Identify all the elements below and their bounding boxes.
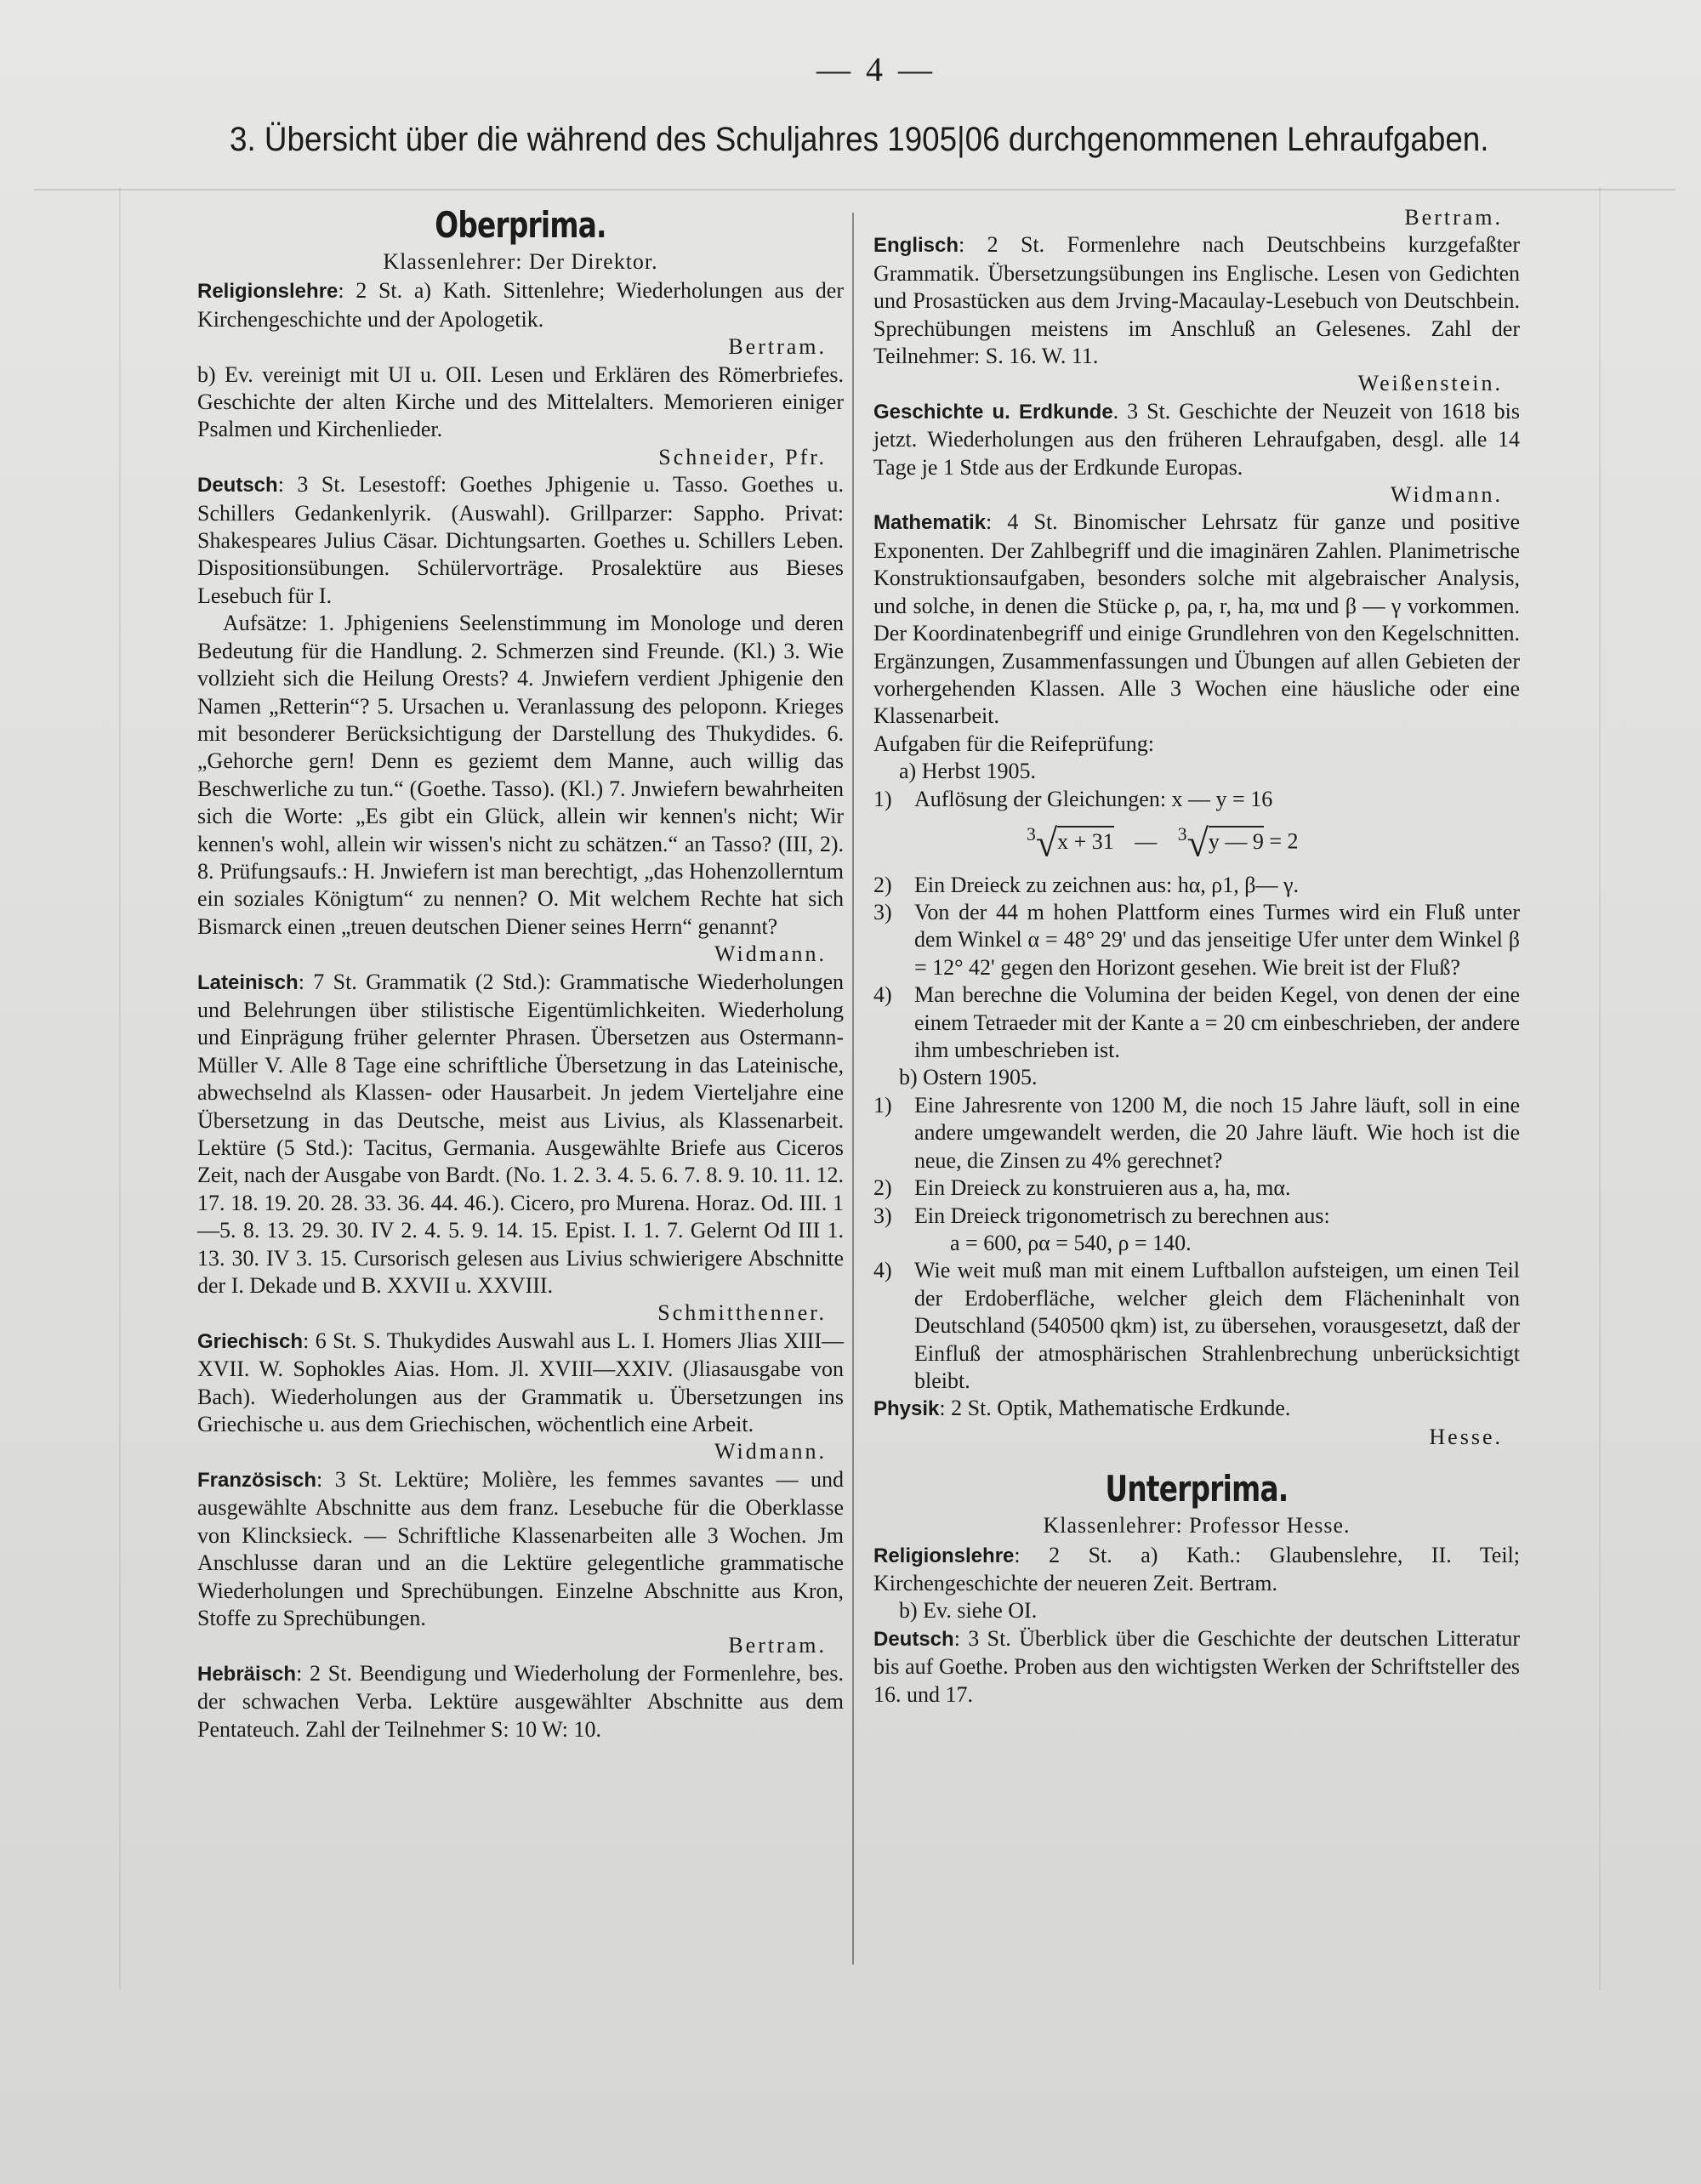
class-teacher: Klassenlehrer: Der Direktor. — [383, 249, 658, 274]
teacher-name: Weißenstein. — [1357, 371, 1503, 396]
exam-ostern: b) Ostern 1905. — [899, 1065, 1038, 1090]
exam-item-number: 2) — [873, 1175, 892, 1201]
teacher-name: Widmann. — [714, 1439, 827, 1465]
subject-label: Geschichte u. Erdkunde — [873, 400, 1113, 424]
page-number: — 4 — — [816, 50, 936, 88]
subject-religion — [873, 1542, 1520, 1598]
exam-item-text: Man berechne die Volumina der beiden Kegel, von denen der eine einem Tetraeder mit der Kante a = 20 cm einbeschrieben, der andere ihm umbeschrieben ist. — [914, 982, 1520, 1063]
column-divider — [852, 213, 854, 1965]
teacher-name: Schmitthenner. — [657, 1300, 827, 1326]
exam-item — [873, 1174, 1520, 1202]
subject-label: Englisch — [873, 234, 959, 258]
subject-label: Mathematik — [873, 511, 987, 535]
subject-label: Deutsch — [197, 474, 278, 498]
root-index: 3 — [1027, 823, 1036, 845]
exam-item — [873, 899, 1520, 981]
exam-item-number: 3) — [873, 900, 892, 925]
subject-label: Religionslehre — [197, 280, 338, 304]
subject-religion-ev: b) Ev. siehe OI. — [899, 1598, 1038, 1624]
root-index: 3 — [1177, 823, 1187, 845]
exam-item-number: 2) — [873, 872, 892, 897]
subject-text: : 2 St. Formenlehre nach Deutschbeins kurzgefaßter Grammatik. Übersetzungsübungen ins Englische. Lesen von Gedichten und Prosastücken aus dem Jrving-Macaulay-Lesebuch von Deutschbein. Sprechübungen meistens im Anschluß an Gelesenes. Zahl der Teilnehmer: S. 16. W. 11. — [873, 232, 1520, 369]
subject-text: : 4 St. Binomischer Lehrsatz für ganze und positive Exponenten. Der Zahlbegriff und die imaginären Zahlen. Planimetrische Konstruktionsaufgaben, besonders solche mit algebraischer Analysis, und solche, in denen die Stücke ρ, ρa, r, ha, mα und β — γ vorkommen. Der Koordinatenbegriff und einige Grundlehren von den Kegelschnitten. Ergänzungen, Zusammenfassungen und Übungen auf allen Gebieten der vorhergehenden Klassen. Alle 3 Wochen eine häusliche oder eine Klassenarbeit. — [873, 509, 1520, 729]
exam-item-text: Ein Dreieck zu zeichnen aus: hα, ρ1, β— γ. — [914, 872, 1300, 897]
subject-text: : 2 St. a) Kath.: Glaubenslehre, II. Teil; Kirchengeschichte der neueren Zeit. Bertram. — [873, 1542, 1520, 1595]
radicand: x + 31 — [1057, 826, 1114, 854]
subject-text: . 3 St. Geschichte der Neuzeit von 1618 bis jetzt. Wiederholungen aus den früheren Lehraufgaben, desgl. alle 14 Tage je 1 Stde aus der Erdkunde Europas. — [873, 398, 1520, 480]
subject-griechisch — [197, 1328, 844, 1466]
hebraeisch-teacher-line — [873, 204, 1520, 231]
reife-heading: Aufgaben für die Reifeprüfung: — [873, 731, 1154, 756]
equation-result: = 2 — [1269, 828, 1299, 854]
exam-item — [873, 1092, 1520, 1174]
subject-franzoesisch — [197, 1466, 844, 1660]
exam-item-number: 1) — [873, 1092, 892, 1118]
subject-label: Deutsch — [873, 1627, 954, 1651]
subject-text: : 7 St. Grammatik (2 Std.): Grammatische Wiederholungen und Belehrungen über stilistische Eigentümlichkeiten. Wiederholung und Einprägung früher gelernter Phrasen. Übersetzen aus Ostermann-Müller V. Alle 8 Tage eine schriftliche Übersetzung in das Lateinische, abwechselnd als Klassen- oder Hausarbeit. Jn jedem Vierteljahre eine Übersetzung in das Deutsche, meist aus Livius, als Klassenarbeit. Lektüre (5 Std.): Tacitus, Germania. Ausgewählte Briefe aus Ciceros Zeit, nach der Ausgabe von Bardt. (No. 1. 2. 3. 4. 5. 6. 7. 8. 9. 10. 11. 12. 17. 18. 19. 20. 28. 33. 36. 44. 46.). Cicero, pro Murena. Horaz. Od. III. 1—5. 8. 13. 29. 30. IV 2. 4. 5. 9. 14. 15. Epist. I. 1. 7. Gelernt Od III 1. 13. 30. IV 3. 15. Cursorisch gelesen aus Livius schwierigere Abschnitte der I. Dekade und B. XXVII u. XXVIII. — [197, 969, 844, 1299]
exam-item — [873, 786, 1520, 813]
exam-item-text: Eine Jahresrente von 1200 M, die noch 15 Jahre läuft, soll in eine andere umgewandelt werden, die 20 Jahre läuft. Wie hoch ist die neue, die Zinsen zu 4% gerechnet? — [914, 1092, 1520, 1173]
subject-religion — [197, 277, 844, 361]
subject-label: Lateinisch — [197, 970, 299, 994]
root-sign: √ — [1186, 821, 1209, 865]
subject-label: Physik — [873, 1397, 940, 1421]
subject-text: : 2 St. Optik, Mathematische Erdkunde. — [939, 1396, 1291, 1421]
exam-herbst: a) Herbst 1905. — [899, 759, 1037, 784]
teacher-name: Widmann. — [1391, 482, 1503, 508]
teacher-name: Bertram. — [728, 1633, 827, 1658]
teacher-name: Bertram. — [728, 334, 827, 360]
subject-text: : 2 St. a) Kath. Sittenlehre; Wiederholungen aus der Kirchengeschichte und der Apologetik. — [197, 278, 844, 332]
page-title: 3. Übersicht über die während des Schuljahres 1905|06 durchgenommenen Lehraufgaben. — [230, 121, 1489, 158]
subject-mathematik — [873, 509, 1520, 730]
subject-text: b) Ev. vereinigt mit UI u. OII. Lesen und Erklären des Römerbriefes. Geschichte der alten Kirche und des Mittelalters. Memorieren einiger Psalmen und Kirchenlieder. — [197, 361, 844, 442]
teacher-name: Schneider, Pfr. — [658, 444, 827, 469]
subject-englisch — [873, 231, 1520, 397]
exam-item-text: Von der 44 m hohen Plattform eines Turmes wird ein Fluß unter dem Winkel α = 48° 29' und das jenseitige Ufer unter dem Winkel β = 12° 42' gegen den Horizont gesehen. Wie breit ist der Fluß? — [914, 900, 1520, 980]
subject-deutsch — [873, 1625, 1520, 1709]
exam-item-number: 4) — [873, 982, 892, 1008]
subject-label: Französisch — [197, 1468, 317, 1492]
bleed-through-rule — [1599, 187, 1601, 1990]
exam-item-number: 3) — [873, 1203, 892, 1228]
section-gap — [873, 1451, 1520, 1468]
equation — [1027, 821, 1520, 865]
left-column — [197, 204, 844, 1743]
root-sign: √ — [1035, 821, 1058, 865]
exam-item-text: Ein Dreieck zu konstruieren aus a, ha, mα. — [914, 1175, 1291, 1201]
class-teacher: Klassenlehrer: Professor Hesse. — [1043, 1513, 1351, 1538]
class-title-unterprima: Unterprima. — [1105, 1468, 1289, 1510]
subject-religion-ev — [197, 361, 844, 472]
exam-item-text: a = 600, ρα = 540, ρ = 140. — [950, 1230, 1192, 1255]
teacher-name: Bertram. — [1404, 205, 1503, 230]
radicand: y — 9 — [1209, 826, 1264, 854]
exam-item — [873, 872, 1520, 899]
subject-hebraeisch — [197, 1660, 844, 1743]
subject-text: : 6 St. S. Thukydides Auswahl aus L. I. Homers Jlias XIII—XVII. W. Sophokles Aias. Hom. Jl. XVIII—XXIV. (Jliasausgabe von Bach). Wiederholungen aus der Grammatik u. Übersetzungen ins Griechische u. aus dem Griechischen, wöchentlich eine Arbeit. — [197, 1328, 844, 1437]
subject-geschichte — [873, 398, 1520, 509]
bleed-through-rule — [119, 187, 121, 1990]
subject-deutsch — [197, 471, 844, 610]
class-title-oberprima: Oberprima. — [435, 204, 606, 246]
subject-label: Religionslehre — [873, 1544, 1015, 1567]
teacher-name: Widmann. — [714, 941, 827, 967]
subject-text: : 3 St. Lesestoff: Goethes Jphigenie u. Tasso. Goethes u. Schillers Gedankenlyrik. (Auswahl). Grillparzer: Sappho. Privat: Shakespeares Julius Cäsar. Dichtungsarten. Goethes u. Schillers Leben. Dispositionsübungen. Schülervorträge. Prosalektüre aus Bieses Lesebuch für I. — [197, 472, 844, 608]
exam-item — [873, 1257, 1520, 1395]
subject-text: : 3 St. Lektüre; Molière, les femmes savantes — und ausgewählte Abschnitte aus dem franz. Lesebuche für die Oberklasse von Klincksieck. — Schriftliche Klassenarbeiten alle 3 Wochen. Jm Anschlusse daran und an die Lektüre gelegentliche grammatische Wiederholungen und Sprechübungen. Einzelne Abschnitte aus Kron, Stoffe zu Sprechübungen. — [197, 1466, 844, 1630]
subject-physik — [873, 1395, 1520, 1451]
subject-label: Griechisch — [197, 1329, 304, 1353]
exam-item — [873, 1230, 1520, 1257]
essay-text: Aufsätze: 1. Jphigeniens Seelenstimmung im Monologe und deren Bedeutung für die Handlung. 2. Schmerzen sind Freunde. (Kl.) 3. Wie vollzieht sich die Heilung Orests? 4. Jnwiefern verdient Jphigenie den Namen „Retterin“? 5. Ursachen u. Veranlassung des peloponn. Krieges mit besonderer Berücksichtigung der Darstellung des Thukydides. 6. „Gehorche gern! Denn es geziemt dem Manne, auch willig das Beschwerliche zu tun.“ (Goethe. Tasso). (Kl.) 7. Jnwiefern bewahrheiten sich die Worte: „Es gibt ein Glück, allein wir kennen's nicht; Wir kennen's wohl, allein wir wissen's nicht zu schätzen.“ an Tasso? (III, 2). 8. Prüfungsaufs.: H. Jnwiefern ist man berechtigt, „das Hohenzollerntum ein soziales Königtum“ zu nennen? O. Mit welchem Rechte hat sich Bismarck einen „treuen deutschen Diener seines Herrn“ genannt? — [197, 611, 844, 939]
subject-text: : 2 St. Beendigung und Wiederholung der Formenlehre, bes. der schwachen Verba. Lektüre ausgewählter Abschnitte aus dem Pentateuch. Zahl der Teilnehmer S: 10 W: 10. — [197, 1660, 844, 1742]
exam-item-number: 4) — [873, 1258, 892, 1283]
exam-item — [873, 981, 1520, 1064]
subject-latein — [197, 969, 844, 1328]
subject-text: : 3 St. Überblick über die Geschichte der deutschen Litteratur bis auf Goethe. Proben aus den wichtigsten Werken der Schriftsteller des 16. und 17. — [873, 1625, 1520, 1707]
minus-sign: — — [1135, 828, 1158, 854]
subject-label: Hebräisch — [197, 1662, 297, 1686]
bleed-through-rule — [34, 189, 1675, 191]
exam-item — [873, 1203, 1520, 1230]
exam-item-number: 1) — [873, 786, 892, 811]
essay-topics — [197, 610, 844, 968]
exam-item-text: Wie weit muß man mit einem Luftballon aufsteigen, um einen Teil der Erdoberfläche, welcher gleich dem Flächeninhalt von Deutschland (540500 qkm) ist, zu übersehen, vorausgesetzt, daß der Einfluß der atmosphärischen Strahlenbrechung unberücksichtigt bleibt. — [914, 1258, 1520, 1393]
teacher-name: Hesse. — [1429, 1424, 1503, 1449]
exam-item-text: Auflösung der Gleichungen: x — y = 16 — [914, 786, 1273, 811]
exam-item-text: Ein Dreieck trigonometrisch zu berechnen aus: — [914, 1203, 1330, 1228]
right-column — [873, 204, 1520, 1709]
